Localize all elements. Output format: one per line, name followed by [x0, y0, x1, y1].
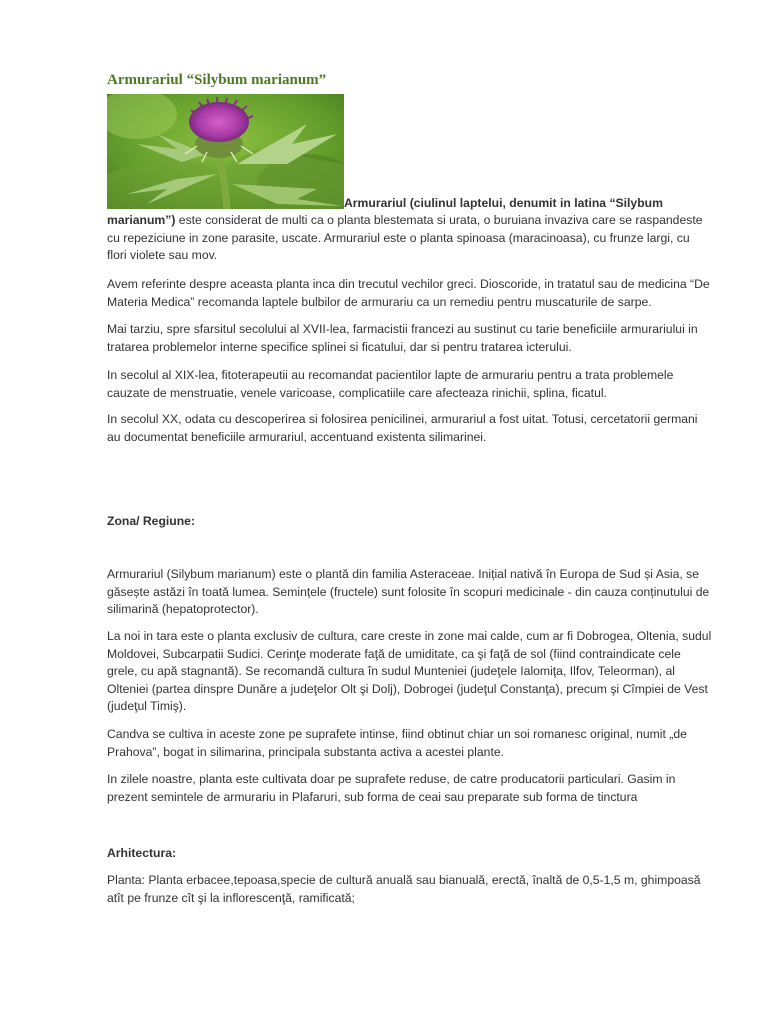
arhitectura-paragraph: Planta: Planta erbacee,tepoasa,specie de cultură anuală sau bianuală, erectă, înaltă de 0,5-1,5 m, ghimpoasă atît pe frunze cît şi la inflorescenţă, ramificată; [107, 873, 701, 905]
section-heading-arhitectura: Arhitectura: [107, 846, 177, 860]
section-heading-zona: Zona/ Regiune: [107, 514, 196, 528]
intro-bold-continuation: marianum”) [107, 213, 176, 227]
intro-lead-bold: Armurariul (ciulinul laptelui, denumit in latina “Silybum [344, 196, 663, 210]
zona-paragraph-3: Candva se cultiva in aceste zone pe suprafete intinse, fiind obtinut chiar un soi romanesc original, numit „de Prahova”, bogat in silimarina, principala substanta activa a acestei plante. [107, 727, 687, 759]
milk-thistle-photo [107, 94, 344, 209]
zona-paragraph-1: Armurariul (Silybum marianum) este o plantă din familia Asteraceae. Inițial nativă în Europa de Sud și Asia, se găsește astăzi în toată lumea. Semințele (fructele) sunt folosite în scopuri medicinale - din cauza conținutului de silimarină (hepatoprotector). [107, 567, 710, 616]
intro-paragraph [107, 212, 712, 265]
page-title: Armurariul “Silybum marianum” [107, 72, 327, 88]
history-paragraph-4: In secolul XX, odata cu descoperirea si folosirea penicilinei, armurariul a fost uitat. Totusi, cercetatorii germani au documentat beneficiile armurariul, accentuand existenta silimarinei. [107, 412, 698, 444]
history-paragraph-2: Mai tarziu, spre sfarsitul secolului al XVII-lea, farmacistii francezi au sustinut cu tarie beneficiile armurariului in tratarea problemelor interne specifice splinei si ficatului, dar si pentru tratarea icterului. [107, 322, 698, 354]
history-paragraph-1: Avem referinte despre aceasta planta inca din trecutul vechilor greci. Dioscoride, in tratatul sau de medicina “De Materia Medica” recomanda laptele bulbilor de armurariu ca un remediu pentru muscaturile de sarpe. [107, 277, 710, 309]
zona-paragraph-2: La noi in tara este o planta exclusiv de cultura, care creste in zone mai calde, cum ar fi Dobrogea, Oltenia, sudul Moldovei, Subcarpatii Sudici. Cerinţe moderate faţă de umiditate, ca şi faţă de sol (fiind contraindicate cele grele, cu apă stagnantă). Se recomandă cultura în sudul Munteniei (judeţele Ialomiţa, Ilfov, Teleorman), al Olteniei (partea dinspre Dunăre a judeţelor Olt şi Dolj), Dobrogei (judeţul Constanţa), precum şi Cîmpiei de Vest (judeţul Timiş). [107, 629, 712, 713]
history-paragraph-3: In secolul al XIX-lea, fitoterapeutii au recomandat pacientilor lapte de armurariu pentru a trata problemele cauzate de menstruatie, venele varicoase, complicatiile care afecteaza rinichii, splina, ficatul. [107, 368, 674, 400]
intro-text: este considerat de multi ca o planta blestemata si urata, o buruiana invaziva care se raspandeste cu repeziciune in zone parasite, uscate. Armurariul este o planta spinoasa (maracinoasa), cu frunze largi, cu flori violete sau mov. [107, 213, 703, 262]
zona-paragraph-4: In zilele noastre, planta este cultivata doar pe suprafete reduse, de catre producatorii particulari. Gasim in prezent semintele de armurariu in Plafaruri, sub forma de ceai sau preparate sub forma de tinctura [107, 772, 676, 804]
